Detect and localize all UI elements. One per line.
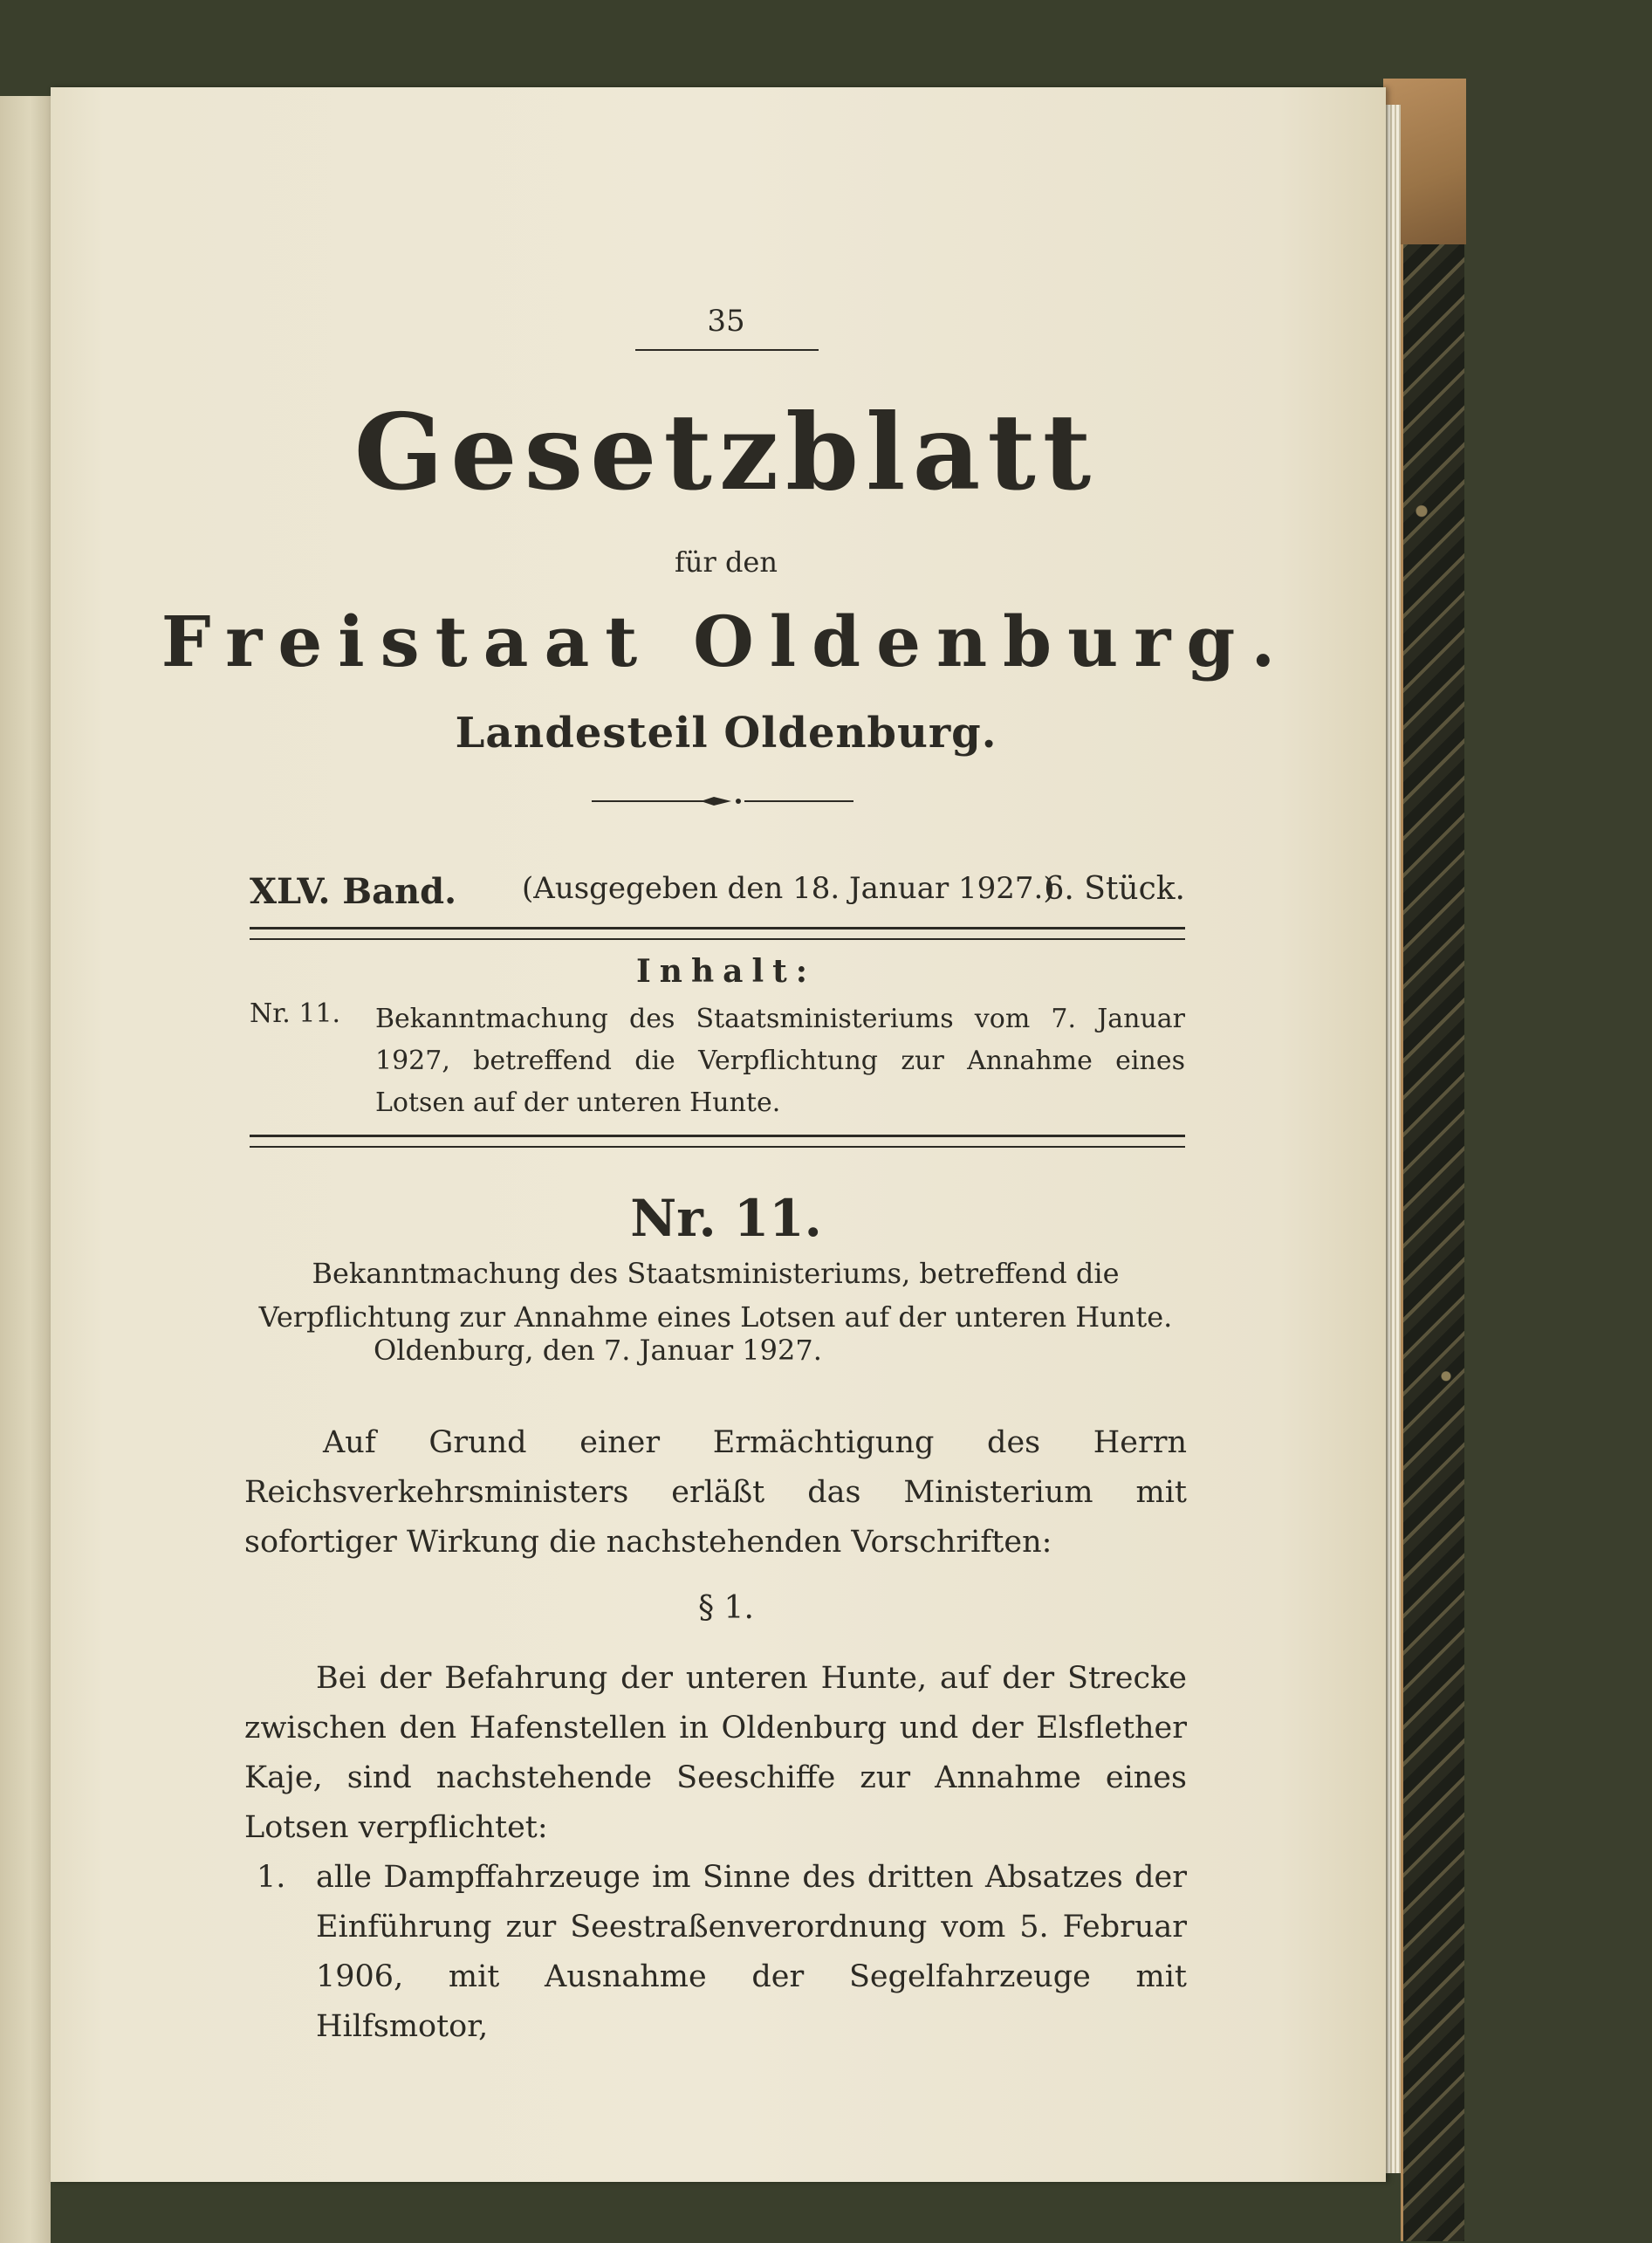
issue-date: (Ausgegeben den 18. Januar 1927.)	[522, 871, 1055, 906]
title-connector: für den	[675, 545, 778, 579]
intro-paragraph: Auf Grund einer Ermächtigung des Herrn Reichsverkehrsministers erläßt das Ministerium mit sofortiger Wirkung die nachstehenden Vorschriften:	[244, 1425, 1187, 1560]
double-rule	[250, 927, 1185, 940]
ornament-divider	[592, 792, 853, 810]
state-name: Freistaat Oldenburg.	[161, 600, 1292, 683]
contents-heading: Inhalt:	[635, 953, 817, 990]
region-name: Landesteil Oldenburg.	[455, 709, 997, 758]
toc-entry-number: Nr. 11.	[250, 998, 341, 1029]
marbled-cover	[1401, 79, 1464, 2241]
issue-piece: 6. Stück.	[1044, 871, 1185, 907]
notice-title: Bekanntmachung des Staatsministeriums, betreffend die Verpflichtung zur Annahme eines Lotsen auf der unteren Hunte.	[258, 1257, 1173, 1334]
facing-page-edge	[0, 96, 51, 2243]
scan-background-top	[0, 0, 1652, 87]
section-paragraph: Bei der Befahrung der unteren Hunte, auf der Strecke zwischen den Hafenstellen in Oldenburg und der Elsflether Kaje, sind nachstehende Seeschiffe zur Annahme eines Lotsen verpflichtet:	[244, 1661, 1187, 1845]
double-rule	[250, 1135, 1185, 1148]
notice-dateline: Oldenburg, den 7. Januar 1927.	[374, 1334, 822, 1367]
page-number: 35	[707, 304, 745, 339]
toc-entry-text: Bekanntmachung des Staatsministeriums vom 7. Januar 1927, betreffend die Verpflichtung zur Annahme eines Lotsen auf der unteren Hunte.	[375, 1004, 1185, 1118]
section-heading: § 1.	[698, 1590, 754, 1626]
list-item-text: alle Dampffahrzeuge im Sinne des dritten Absatzes der Einführung zur Seestraßenverordnung vom 5. Februar 1906, mit Ausnahme der Segelfahrzeuge mit Hilfsmotor,	[316, 1860, 1187, 2044]
volume-label: XLV. Band.	[250, 871, 457, 912]
notice-number: Nr. 11.	[630, 1189, 822, 1248]
header-rule	[635, 349, 819, 351]
book-background	[1466, 70, 1652, 2241]
list-item-number: 1.	[257, 1860, 286, 1895]
gazette-title: Gesetzblatt	[353, 391, 1099, 514]
document-page	[51, 87, 1386, 2182]
